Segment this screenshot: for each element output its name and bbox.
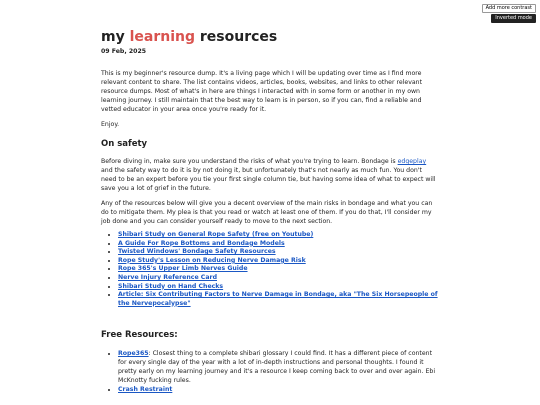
post-date: 09 Feb, 2025 (101, 48, 147, 55)
safety-link[interactable]: Shibari Study on Hand Checks (118, 282, 224, 290)
safety-paragraph-1 (101, 157, 439, 193)
list-item (118, 349, 439, 385)
free-resource-list (101, 349, 439, 394)
safety-link[interactable]: Article: Six Contributing Factors to Nerve Damage in Bondage, aka "The Six Horsepeople of the Nervepocalypse" (118, 291, 438, 307)
list-item (118, 291, 439, 308)
safety-link[interactable]: Twisted Windows' Bondage Safety Resources (118, 248, 276, 256)
safety-heading: On safety (101, 139, 148, 149)
article (101, 28, 439, 394)
list-item (118, 283, 439, 292)
list-item (118, 257, 439, 266)
crash-restraint-link[interactable]: Crash Restraint (118, 386, 173, 394)
list-item (118, 231, 439, 240)
inverted-mode-button[interactable]: Inverted mode (491, 14, 536, 23)
safety-link[interactable]: Rope 365's Upper Limb Nerves Guide (118, 265, 248, 273)
title-suffix: resources (195, 29, 278, 45)
list-item (118, 248, 439, 257)
free-resources-heading: Free Resources: (101, 330, 178, 341)
title-prefix: my (101, 29, 130, 45)
edgeplay-link[interactable]: edgeplay (397, 158, 427, 165)
rope365-description: : Closest thing to a complete shibari glossary I could find. It has a different piece of content for every single day of the year with a lot of in-depth instructions and personal thoughts. I found it pretty early on my learning journey and it's a resource I keep coming back to over and over again. Ebi McKnotty fucking rules. (118, 350, 436, 385)
safety-resource-list (101, 231, 439, 308)
safety-link[interactable]: Rope Study's Lesson on Reducing Nerve Damage Risk (118, 256, 306, 264)
title-accent: learning (129, 29, 195, 45)
more-contrast-button[interactable]: Add more contrast (482, 4, 536, 13)
safety-link[interactable]: Shibari Study on General Rope Safety (free on Youtube) (118, 231, 314, 238)
list-item (118, 265, 439, 274)
intro-paragraph: This is my beginner's resource dump. It's a living page which I will be updating over time as I find more relevant content to share. The list contains videos, articles, books, websites, and links to other relevant resource dumps. Most of what's in here are things I interacted with in some form or another in my own learning journey. I still maintain that the best way to learn is in person, so if you can, find a reliable and vetted educator in your area once you're ready for it. (101, 70, 423, 113)
rope365-link[interactable]: Rope365 (118, 350, 149, 358)
list-item (118, 274, 439, 283)
safety-paragraph-2: Any of the resources below will give you a decent overview of the main risks in bondage and what you can do to mitigate them. My plea is that you read or watch at least one of them. If you do that, I'll consider my job done and you can consider yourself ready to move to the next section. (101, 200, 433, 225)
page-title (101, 28, 439, 46)
safety-link[interactable]: Nerve Injury Reference Card (118, 273, 217, 281)
enjoy-text: Enjoy. (101, 121, 120, 128)
safety-p1-after: and the safety way to do it is by not doing it, but unfortunately that's not nearly as much fun. You don't need to be an expert before you tie your first single column tie, but having some idea of what to expect will save you a lot of grief in the future. (101, 167, 436, 192)
safety-p1-before: Before diving in, make sure you understand the risks of what you're trying to learn. Bondage is (101, 158, 398, 165)
contrast-controls (482, 4, 536, 23)
safety-link[interactable]: A Guide For Rope Bottoms and Bondage Models (118, 239, 285, 247)
list-item (118, 240, 439, 249)
list-item (118, 385, 439, 394)
